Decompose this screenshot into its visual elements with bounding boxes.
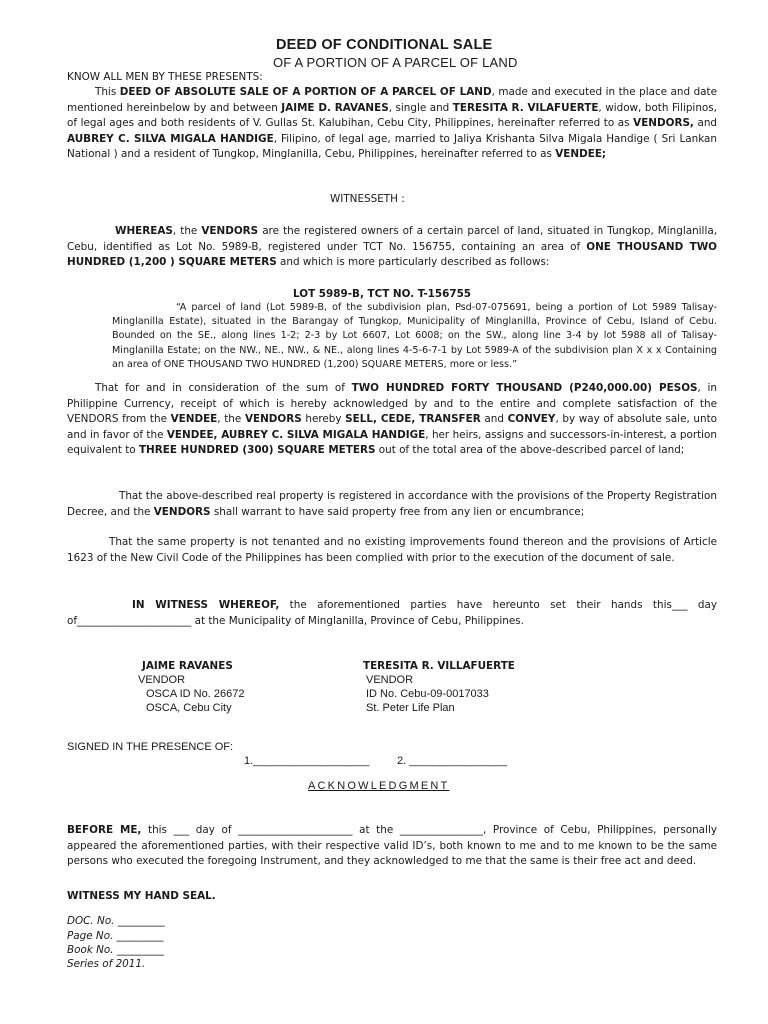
area-sold: THREE HUNDRED (300) SQUARE METERS — [138, 444, 376, 457]
signatory-role: VENDOR — [138, 674, 186, 686]
witness-hand-seal: WITNESS MY HAND SEAL. — [67, 890, 216, 902]
page-no: Page No. _________ — [67, 930, 164, 942]
signatory-issuer: St. Peter Life Plan — [366, 702, 455, 714]
signatory-name: TERESITA R. VILLAFUERTE — [363, 660, 515, 672]
lot-heading: LOT 5989-B, TCT NO. T-156755 — [293, 288, 472, 300]
opening-line: KNOW ALL MEN BY THESE PRESENTS: — [67, 71, 263, 83]
vendor-1-name: JAIME D. RAVANES — [281, 101, 389, 114]
whereas-paragraph: WHEREAS, the VENDORS are the registered owners of a certain parcel of land, situated in Tungkop, Minglanilla, Cebu, identified as Lot No. 5989-B, registered under TCT No. 156755, containing an area of ONE THOUSAND TWO HUNDRED (1,200 ) SQUARE METERS and which is more particularly described as follows: — [67, 225, 717, 269]
before-me-paragraph: BEFORE ME, this ___ day of ______________________ at the ________________, Province of Cebu, Philippines, personally appeared the aforementioned parties, with their respective valid ID’s, both known to me and to me known to be the same persons who executed the foregoing Instrument, and they acknowledged to me that the same is their free act and deed. — [67, 824, 717, 868]
witness-line-1: 1.___________________ — [244, 755, 370, 767]
document-subtitle: OF A PORTION OF A PARCEL OF LAND — [273, 55, 518, 70]
signatory-id: OSCA ID No. 26672 — [146, 688, 245, 700]
acknowledgment-heading: ACKNOWLEDGMENT — [308, 780, 450, 792]
price: TWO HUNDRED FORTY THOUSAND (P240,000.00) PESOS — [351, 382, 698, 394]
signatory-issuer: OSCA, Cebu City — [146, 702, 232, 714]
deed-type: DEED OF ABSOLUTE SALE OF A PORTION OF A PARCEL OF LAND — [119, 86, 492, 98]
witnesseth-heading: WITNESSETH : — [330, 193, 405, 205]
vendee-name: AUBREY C. SILVA MIGALA HANDIGE — [67, 132, 274, 145]
document-title: DEED OF CONDITIONAL SALE — [276, 37, 493, 53]
witness-whereof-paragraph: IN WITNESS WHEREOF, the aforementioned parties have hereunto set their hands this___ day of______________________ at the Municipality of Minglanilla, Province of Cebu, Philippines. — [67, 599, 717, 627]
witness-line-2: 2. ________________ — [397, 755, 508, 767]
tenancy-paragraph: That the same property is not tenanted and no existing improvements found thereon and the provisions of Article 1623 of the New Civil Code of the Philippines has been complied with prior to the execution of the document of sale. — [67, 536, 717, 564]
doc-no: DOC. No. _________ — [67, 915, 165, 927]
signatory-id: ID No. Cebu-09-0017033 — [366, 688, 489, 700]
lot-description: “A parcel of land (Lot 5989-B, of the subdivision plan, Psd-07-075691, being a portion of Lot 5989 Talisay-Minglanilla Estate), situated in the Barangay of Tungkop, Municipality of Minglanilla, Province of Cebu, Island of Cebu. Bounded on the SE., along lines 1-2; 2-3 by Lot 6607, Lot 6008; on the SW., along line 3-4 by lot 5988 all of Talisay-Minglanilla Estate; on the NW., NE., NW., & NE., along lines 4-5-6-7-1 by Lot 5989-A of the subdivision plan X x x Containing an area of ONE THOUSAND TWO HUNDRED (1,200) SQUARE METERS, more or less.” — [112, 302, 717, 370]
presence-heading: SIGNED IN THE PRESENCE OF: — [67, 741, 234, 753]
consideration-paragraph: That for and in consideration of the sum of TWO HUNDRED FORTY THOUSAND (P240,000.00) PESOS, in Philippine Currency, receipt of which is hereby acknowledged by and to the entire and complete satisfaction of the VENDORS from the VENDEE, the VENDORS hereby SELL, CEDE, TRANSFER and CONVEY, by way of absolute sale, unto and in favor of the VENDEE, AUBREY C. SILVA MIGALA HANDIGE, her heirs, assigns and successors-in-interest, a portion equivalent to THREE HUNDRED (300) SQUARE METERS out of the total area of the above-described parcel of land; — [67, 382, 718, 457]
signatory-role: VENDOR — [366, 674, 414, 686]
vendor-2-name: TERESITA R. VILAFUERTE — [452, 101, 599, 114]
registration-paragraph: That the above-described real property is registered in accordance with the provisions of the Property Registration Decree, and the VENDORS shall warrant to have said property free from any lien or encumbrance; — [67, 490, 717, 518]
series-year: Series of 2011. — [67, 958, 146, 970]
intro-paragraph: This DEED OF ABSOLUTE SALE OF A PORTION OF A PARCEL OF LAND, made and executed in the place and date mentioned hereinbelow by and between JAIME D. RAVANES, single and TERESITA R. VILAFUERTE, widow, both Filipinos, of legal ages and both residents of V. Gullas St. Kalubihan, Cebu City, Philippines, hereinafter referred to as VENDORS, and AUBREY C. SILVA MIGALA HANDIGE, Filipino, of legal age, married to Jaliya Krishanta Silva Migala Handige ( Sri Lankan National ) and a resident of Tungkop, Minglanilla, Cebu, Philippines, hereinafter referred to as VENDEE; — [67, 86, 718, 161]
book-no: Book No. _________ — [67, 944, 164, 956]
signatory-name: JAIME RAVANES — [142, 660, 233, 672]
